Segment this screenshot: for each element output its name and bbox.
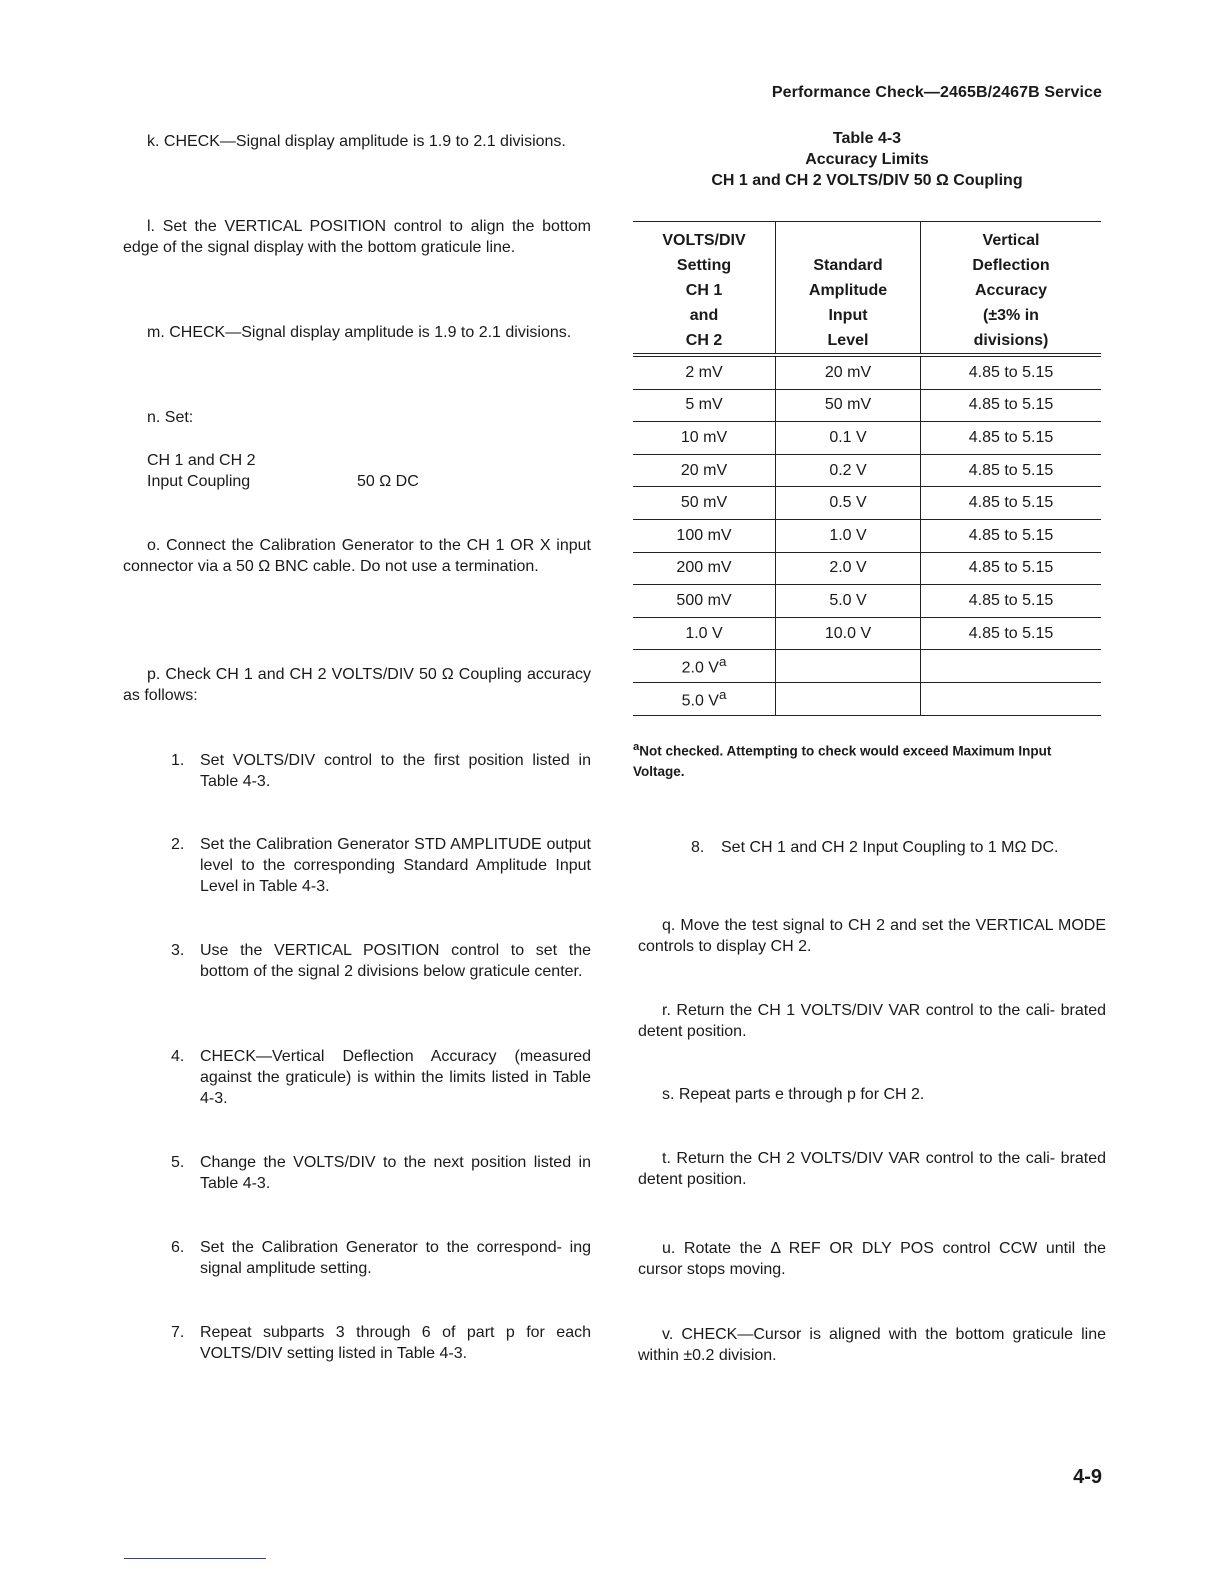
step-p: p. Check CH 1 and CH 2 VOLTS/DIV 50 Ω Coupling accuracy as follows: <box>123 666 591 704</box>
setting-label-2: Input Coupling <box>147 473 251 490</box>
cell-accuracy: 4.85 to 5.15 <box>921 487 1102 520</box>
footer-rule <box>124 1558 266 1559</box>
setting-label-1: CH 1 and CH 2 <box>147 452 256 469</box>
cell-accuracy: 4.85 to 5.15 <box>921 422 1102 455</box>
footnote-marker: a <box>718 654 727 670</box>
cell-accuracy: 4.85 to 5.15 <box>921 454 1102 487</box>
step-m: m. CHECK—Signal display amplitude is 1.9 to 2.1 divisions. <box>147 324 572 341</box>
col-header-vertical-deflection <box>921 222 1102 356</box>
cell-accuracy: 4.85 to 5.15 <box>921 552 1102 585</box>
cell-input: 5.0 V <box>776 585 921 618</box>
accuracy-table <box>633 221 1101 716</box>
cell-accuracy: 4.85 to 5.15 <box>921 519 1102 552</box>
substep-number: 4. <box>171 1048 185 1065</box>
substep-7 <box>171 1322 591 1364</box>
cell-volts: 5 mV <box>633 389 776 422</box>
substep-number: 1. <box>171 752 185 769</box>
cell-input <box>776 650 921 683</box>
col-header-standard-amplitude <box>776 222 921 356</box>
cell-input: 0.5 V <box>776 487 921 520</box>
table-title: Accuracy Limits <box>805 151 929 168</box>
cell-volts: 50 mV <box>633 487 776 520</box>
cell-accuracy: 4.85 to 5.15 <box>921 617 1102 650</box>
header-line: Setting <box>676 257 732 274</box>
cell-volts <box>633 650 776 683</box>
table-header-row <box>633 222 1101 356</box>
substep-6 <box>171 1237 591 1279</box>
cell-accuracy: 4.85 to 5.15 <box>921 585 1102 618</box>
header-line: VOLTS/DIV <box>662 232 746 249</box>
header-line: (±3% in <box>983 307 1039 324</box>
cell-volts: 20 mV <box>633 454 776 487</box>
cell-input: 0.2 V <box>776 454 921 487</box>
step-l: l. Set the VERTICAL POSITION control to align the bottom edge of the signal display with the bottom graticule line. <box>123 218 591 256</box>
table-row <box>633 355 1101 389</box>
substep-number: 3. <box>171 942 185 959</box>
footnote-marker: a <box>718 687 727 703</box>
table-row <box>633 682 1101 715</box>
header-line: Amplitude <box>808 282 888 299</box>
cell-volts: 10 mV <box>633 422 776 455</box>
header-line: Standard <box>813 257 883 274</box>
substep-number: 6. <box>171 1239 185 1256</box>
step-t: t. Return the CH 2 VOLTS/DIV VAR control to the cali- brated detent position. <box>638 1150 1106 1188</box>
cell-volts: 2 mV <box>633 355 776 389</box>
substep-4 <box>171 1046 591 1109</box>
table-row <box>633 389 1101 422</box>
table-row <box>633 617 1101 650</box>
substep-text: Set the Calibration Generator STD AMPLITUDE output level to the corresponding Standard Amplitude Input Level in Table 4-3. <box>200 836 591 895</box>
cell-input <box>776 682 921 715</box>
cell-input: 10.0 V <box>776 617 921 650</box>
cell-input: 50 mV <box>776 389 921 422</box>
step-u: u. Rotate the Δ REF OR DLY POS control CCW until the cursor stops moving. <box>638 1240 1106 1278</box>
table-footnote <box>633 737 1103 782</box>
table-number: Table 4-3 <box>832 130 902 147</box>
table-row <box>633 519 1101 552</box>
header-line: CH 1 <box>685 282 723 299</box>
step-n: n. Set: <box>147 409 194 426</box>
header-line: Deflection <box>972 257 1050 274</box>
header-line: Accuracy <box>974 282 1048 299</box>
cell-volts <box>633 682 776 715</box>
substep-text: Change the VOLTS/DIV to the next position listed in Table 4-3. <box>200 1154 591 1192</box>
cell-accuracy <box>921 682 1102 715</box>
step-v: v. CHECK—Cursor is aligned with the bottom graticule line within ±0.2 division. <box>638 1326 1106 1364</box>
cell-volts: 100 mV <box>633 519 776 552</box>
step-r: r. Return the CH 1 VOLTS/DIV VAR control to the cali- brated detent position. <box>638 1002 1106 1040</box>
table-subtitle: CH 1 and CH 2 VOLTS/DIV 50 Ω Coupling <box>711 172 1023 189</box>
header-line: Vertical <box>982 232 1040 249</box>
header-line: Input <box>828 307 868 324</box>
cell-volts: 1.0 V <box>633 617 776 650</box>
header-line: CH 2 <box>685 332 723 349</box>
substep-text: Use the VERTICAL POSITION control to set the bottom of the signal 2 divisions below graticule center. <box>200 942 591 980</box>
substep-8-text: Set CH 1 and CH 2 Input Coupling to 1 MΩ DC. <box>721 839 1059 856</box>
cell-input: 2.0 V <box>776 552 921 585</box>
substep-5 <box>171 1152 591 1194</box>
cell-accuracy <box>921 650 1102 683</box>
substep-number: 2. <box>171 836 185 853</box>
substep-3 <box>171 940 591 982</box>
header-line: and <box>689 307 719 324</box>
substep-text: Repeat subparts 3 through 6 of part p for each VOLTS/DIV setting listed in Table 4-3. <box>200 1324 591 1362</box>
table-row <box>633 422 1101 455</box>
cell-input: 1.0 V <box>776 519 921 552</box>
cell-accuracy: 4.85 to 5.15 <box>921 389 1102 422</box>
substep-number: 7. <box>171 1324 185 1341</box>
substep-text: CHECK—Vertical Deflection Accuracy (measured against the graticule) is within the limits listed in Table 4-3. <box>200 1048 591 1107</box>
cell-volts: 500 mV <box>633 585 776 618</box>
table-row <box>633 487 1101 520</box>
cell-input: 0.1 V <box>776 422 921 455</box>
substep-1 <box>171 750 591 792</box>
footnote-text: Not checked. Attempting to check would exceed Maximum Input Voltage. <box>633 743 1052 779</box>
cell-volts: 200 mV <box>633 552 776 585</box>
table-row <box>633 454 1101 487</box>
setting-value: 50 Ω DC <box>357 473 419 490</box>
cell-accuracy: 4.85 to 5.15 <box>921 355 1102 389</box>
substep-text: Set the Calibration Generator to the correspond- ing signal amplitude setting. <box>200 1239 591 1277</box>
step-o: o. Connect the Calibration Generator to the CH 1 OR X input connector via a 50 Ω BNC cable. Do not use a termination. <box>123 537 591 575</box>
step-q: q. Move the test signal to CH 2 and set the VERTICAL MODE controls to display CH 2. <box>638 917 1106 955</box>
table-row <box>633 650 1101 683</box>
cell-input: 20 mV <box>776 355 921 389</box>
footnote-mark: a <box>633 741 640 753</box>
step-s: s. Repeat parts e through p for CH 2. <box>662 1086 925 1103</box>
cell-volts-value: 2.0 V <box>681 659 719 677</box>
running-header: Performance Check—2465B/2467B Service <box>771 84 1102 101</box>
table-row <box>633 552 1101 585</box>
substep-2 <box>171 834 591 897</box>
page-number: 4-9 <box>1073 1466 1102 1488</box>
substep-8-number: 8. <box>691 839 705 856</box>
substep-number: 5. <box>171 1154 185 1171</box>
table-row <box>633 585 1101 618</box>
col-header-volts-div <box>633 222 776 356</box>
header-line: divisions) <box>973 332 1049 349</box>
cell-volts-value: 5.0 V <box>681 692 719 710</box>
substep-text: Set VOLTS/DIV control to the first position listed in Table 4-3. <box>200 752 591 790</box>
header-line: Level <box>827 332 869 349</box>
step-k: k. CHECK—Signal display amplitude is 1.9 to 2.1 divisions. <box>147 133 566 150</box>
